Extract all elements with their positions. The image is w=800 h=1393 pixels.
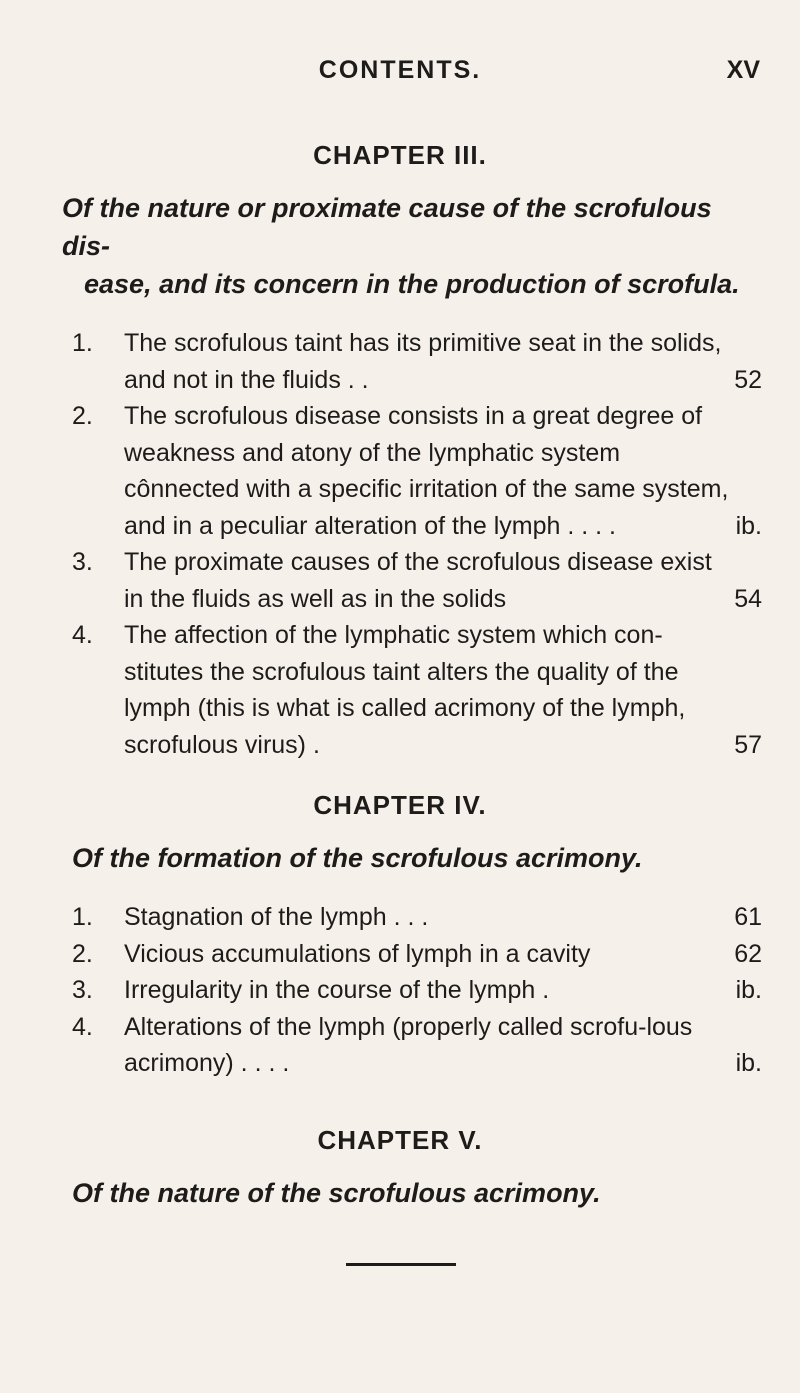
entry-page-number: 62: [734, 939, 762, 968]
entry-number: 4.: [72, 621, 93, 649]
running-head: [0, 56, 800, 96]
page-number: XV: [726, 56, 760, 84]
entry-page-number: 52: [734, 365, 762, 394]
entry-number: 1.: [72, 329, 93, 357]
entry-number: 1.: [72, 903, 93, 931]
contents-entry: [0, 936, 800, 973]
chapter-3: [0, 140, 800, 763]
entry-text: The scrofulous taint has its primitive seat in the solids, and not in the fluids . .: [124, 329, 722, 394]
entry-number: 3.: [72, 976, 93, 1004]
entry-text: Stagnation of the lymph . . .: [124, 903, 429, 931]
entry-text: The affection of the lymphatic system which con-stitutes the scrofulous taint alters the quality of the lymph (this is what is called acrimony of the lymph, scrofulous virus) .: [124, 621, 686, 759]
section-rule: [346, 1263, 456, 1266]
chapter-subtitle: [72, 839, 760, 877]
contents-entry: [0, 544, 800, 617]
entry-page-number: 61: [734, 903, 762, 931]
running-title: CONTENTS.: [318, 56, 482, 84]
entry-text: The proximate causes of the scrofulous disease exist in the fluids as well as in the solids: [124, 548, 712, 613]
contents-entry: [0, 325, 800, 398]
entry-number: 2.: [72, 402, 93, 430]
chapter-heading: CHAPTER V.: [317, 1125, 483, 1155]
chapter-subtitle-line-1: Of the nature or proximate cause of the scrofulous dis-: [62, 193, 712, 261]
chapter-heading: CHAPTER III.: [313, 140, 487, 170]
contents-entry: [0, 617, 800, 763]
chapter-4: [0, 790, 800, 1082]
contents-entry: [0, 1009, 800, 1082]
entry-text: Irregularity in the course of the lymph .: [124, 976, 550, 1004]
entry-text: The scrofulous disease consists in a great degree of weakness and atony of the lymphatic system cônnected with a specific irritation of the same system, and in a peculiar alteration of the lymph . . . .: [124, 402, 729, 540]
chapter-subtitle-line-1: Of the nature of the scrofulous acrimony.: [72, 1178, 601, 1208]
entry-page-number: ib.: [735, 1049, 762, 1077]
entry-number: 3.: [72, 548, 93, 576]
contents-list: [0, 325, 800, 763]
chapter-subtitle: [72, 1174, 760, 1212]
entry-text: Alterations of the lymph (properly called scrofu-lous acrimony) . . . .: [124, 1012, 693, 1077]
chapter-subtitle-line-2: ease, and its concern in the production of scrofula.: [84, 269, 740, 299]
entry-page-number: 54: [734, 584, 762, 613]
chapter-heading: CHAPTER IV.: [313, 790, 487, 820]
contents-entry: [0, 398, 800, 544]
entry-page-number: ib.: [735, 976, 762, 1004]
chapter-subtitle: [62, 189, 760, 303]
chapter-subtitle-line-1: Of the formation of the scrofulous acrimony.: [72, 843, 643, 873]
chapter-5: [0, 1125, 800, 1212]
contents-list: [0, 899, 800, 1082]
entry-number: 4.: [72, 1012, 93, 1041]
entry-text: Vicious accumulations of lymph in a cavity: [124, 939, 591, 968]
entry-page-number: 57: [734, 730, 762, 759]
entry-page-number: ib.: [735, 511, 762, 540]
contents-entry: [0, 899, 800, 936]
contents-entry: [0, 972, 800, 1009]
entry-number: 2.: [72, 939, 93, 968]
